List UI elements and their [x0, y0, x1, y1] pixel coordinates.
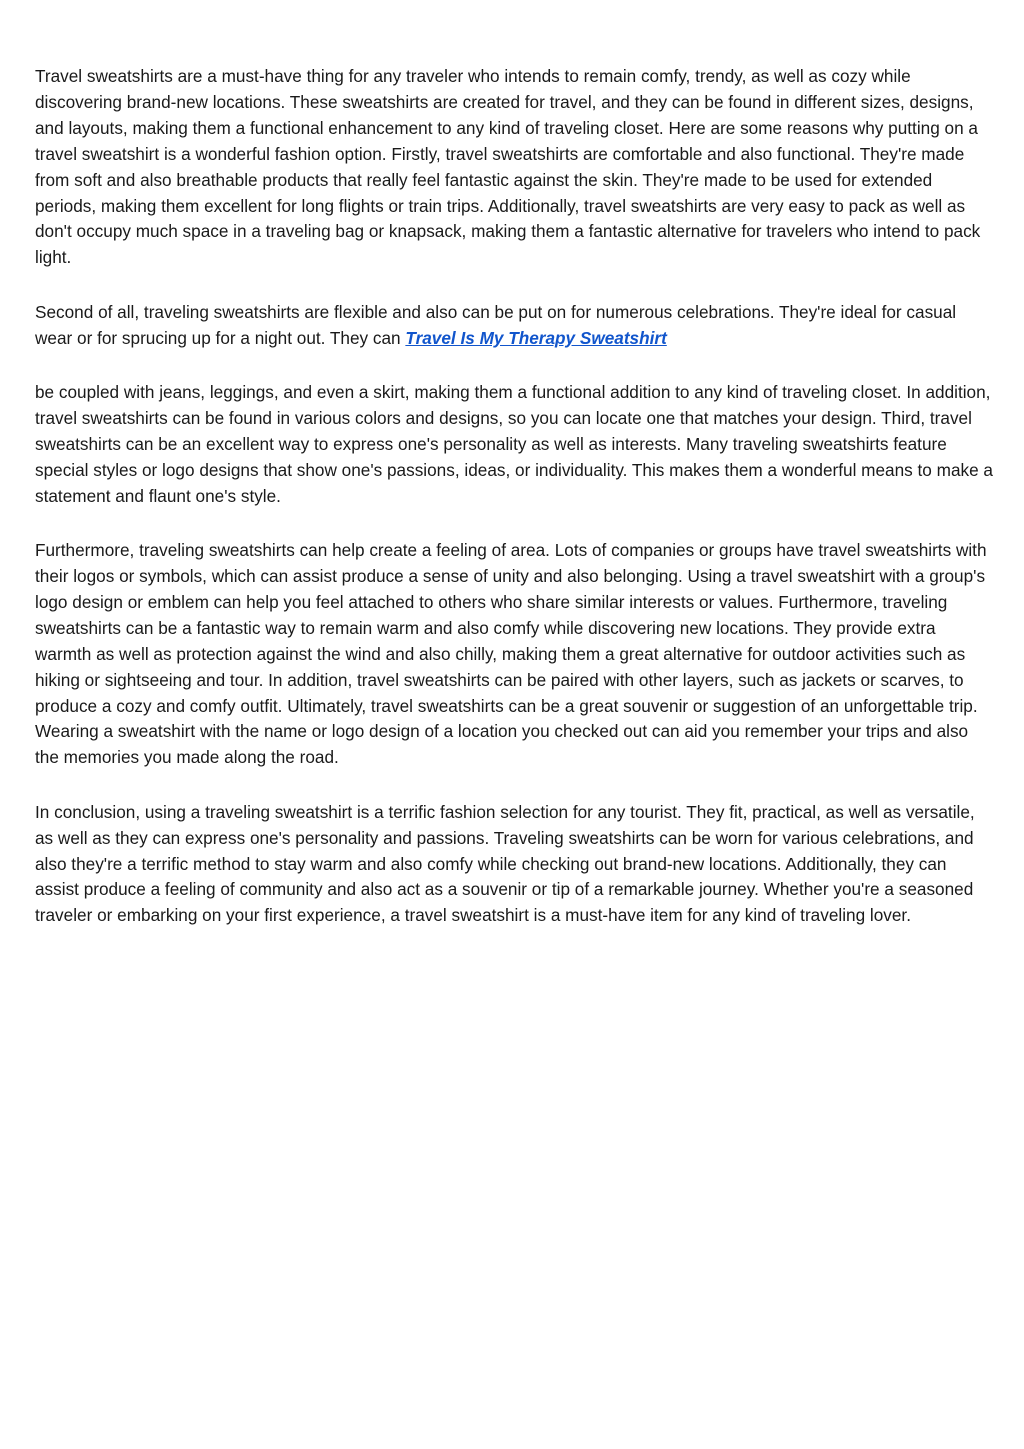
paragraph-conclusion: In conclusion, using a traveling sweatshirt is a terrific fashion selection for any tourist. They fit, practical, as well as versatile, as well as they can express one's personality and passions. Traveling sweatshirts can be worn for various celebrations, and also they're a terrific method to stay warm and also comfy while checking out brand-new locations. Additionally, they can assist produce a feeling of community and also act as a souvenir or tip of a remarkable journey. Whether you're a seasoned traveler or embarking on your first experience, a travel sweatshirt is a must-have item for any kind of traveling lover.	[35, 801, 975, 926]
document-body	[35, 64, 995, 958]
paragraph-intro: Travel sweatshirts are a must-have thing for any traveler who intends to remain comfy, trendy, as well as cozy while discovering brand-new locations. These sweatshirts are created for travel, and they can be found in different sizes, designs, and layouts, making them a functional enhancement to any kind of traveling closet. Here are some reasons why putting on a travel sweatshirt is a wonderful fashion option. Firstly, travel sweatshirts are comfortable and also functional. They're made from soft and also breathable products that really feel fantastic against the skin. They're made to be used for extended periods, making them excellent for long flights or train trips. Additionally, travel sweatshirts are very easy to pack as well as don't occupy much space in a traveling bag or knapsack, making them a fantastic alternative for travelers who intend to pack light.	[35, 66, 981, 268]
paragraph-versatility	[35, 300, 995, 352]
product-link[interactable]: Travel Is My Therapy Sweatshirt	[405, 327, 667, 348]
paragraph-versatility-text: Second of all, traveling sweatshirts are flexible and also can be put on for numerous celebrations. They're ideal for casual wear or for sprucing up for a night out. They can	[35, 301, 957, 348]
paragraph-styling: be coupled with jeans, leggings, and even a skirt, making them a functional addition to any kind of traveling closet. In addition, travel sweatshirts can be found in various colors and designs, so you can locate one that matches your design. Third, travel sweatshirts can be an excellent way to express one's personality as well as interests. Many traveling sweatshirts feature special styles or logo designs that show one's passions, ideas, or individuality. This makes them a wonderful means to make a statement and flaunt one's style.	[35, 382, 993, 506]
paragraph-community: Furthermore, traveling sweatshirts can help create a feeling of area. Lots of companies or groups have travel sweatshirts with their logos or symbols, which can assist produce a sense of unity and also belonging. Using a travel sweatshirt with a group's logo design or emblem can help you feel attached to others who share similar interests or values. Furthermore, traveling sweatshirts can be a fantastic way to remain warm and also comfy while discovering new locations. They provide extra warmth as well as protection against the wind and also chilly, making them a great alternative for outdoor activities such as hiking or sightseeing and tour. In addition, travel sweatshirts can be paired with other layers, such as jackets or scarves, to produce a cozy and comfy outfit. Ultimately, travel sweatshirts can be a great souvenir or suggestion of an unforgettable trip. Wearing a sweatshirt with the name or logo design of a location you checked out can aid you remember your trips and also the memories you made along the road.	[35, 540, 987, 768]
